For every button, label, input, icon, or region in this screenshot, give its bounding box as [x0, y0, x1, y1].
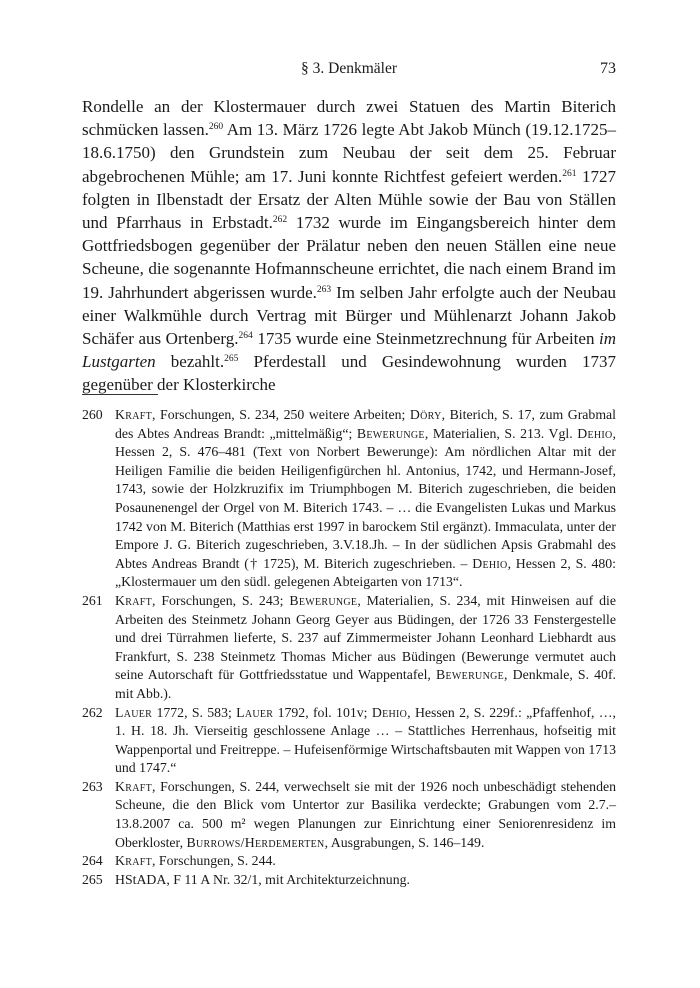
page-header — [82, 60, 616, 84]
footnote-separator — [82, 394, 158, 395]
footnote-text — [115, 592, 616, 704]
footnote-text — [115, 871, 616, 890]
footnote-number: 263 — [82, 778, 103, 794]
text-segment: Im selben Jahr erfolgte auch der Neubau einer Walkmühle durch Vertrag mit Bürger und Mühlenarzt Johann Jakob Schäfer aus Ortenberg. — [82, 282, 616, 349]
author-name: Kraft — [115, 778, 153, 794]
text-segment: bezahlt. — [155, 352, 225, 372]
author-name: Dehio — [577, 425, 613, 441]
text-segment: Rondelle an der Klostermauer durch zwei Statuen des Martin Biterich schmücken lassen. — [82, 97, 616, 140]
text-segment: , Hessen 2, S. 480: „Klostermauer um den südl. gelegenen Abteigarten von 1713“. — [115, 555, 617, 590]
author-name: Dehio — [371, 704, 408, 720]
text-segment: HStADA, F 11 A Nr. 32/1, mit Architekturzeichnung. — [115, 871, 410, 887]
footnote-text — [115, 778, 616, 852]
text-segment: , Hessen 2, S. 476–481 (Text von Norbert Bewerunge): Am nördlichen Altar mit der Heiligen Familie die beiden Heiligenfigürchen hl. Antonius, 1742, und Hermann-Josef, 1743, sowie der Holzkruzifix im Triumphbogen M. Biterich zugeschrieben, die beiden Posaunenengel der Orgel von M. Biterich 1743. – … die Evangelisten Lukas und Markus 1742 von M. Biterich (Matthias erst 1997 in barockem Stil ergänzt). Immaculata, unter der Empore J. G. Biterich zugeschrieben, 3.V.18.Jh. – In der südlichen Apsis Grabmahl des Abtes Andreas Brandt († 1725), M. Biterich zugeschrieben. – — [115, 425, 616, 571]
text-segment: 1727 folgten in Ilbenstadt der Ersatz der Alten Mühle sowie der Bau von Ställen und Pfarrhaus in Erbstadt. — [82, 166, 617, 233]
text-segment: , Biterich, S. 17, zum Grabmal des Abtes Andreas Brandt: „mittelmäßig“; — [115, 407, 617, 441]
author-name: Kraft — [115, 853, 153, 869]
author-name: Bewerunge — [356, 425, 425, 441]
text-segment: , Ausgrabungen, S. 146–149. — [324, 834, 485, 850]
footnote-ref-263[interactable]: 263 — [316, 284, 332, 295]
footnote-260 — [82, 406, 616, 592]
text-segment: 1735 wurde eine Steinmetzrechnung für Arbeiten — [252, 329, 599, 349]
footnote-263 — [82, 778, 616, 852]
text-segment: , Materialien, S. 213. Vgl. — [424, 425, 578, 441]
text-segment: 1792, fol. 101v; — [273, 704, 372, 720]
footnote-number: 261 — [82, 592, 103, 608]
footnote-ref-260[interactable]: 260 — [208, 122, 224, 133]
author-name: Kraft — [115, 592, 153, 608]
text-segment: 1772, S. 583; — [152, 704, 237, 720]
main-text — [82, 95, 616, 397]
page-number: 73 — [600, 60, 616, 77]
text-segment: 1732 wurde im Eingangsbereich hinter dem Gottfriedsbogen gegenüber der Prälatur neben den neuen Ställen eine neue Scheune, die sogenannte Hofmannscheune errichtet, die nach einem Brand im 19. Jahrhundert abgerissen wurde. — [82, 213, 616, 302]
author-name: Kraft — [115, 407, 153, 422]
text-segment: , Forschungen, S. 244, verwechselt sie mit der 1926 noch unbeschädigt stehenden Scheune, die den Blick vom Untertor zur Basilika verdeckte; Grabungen vom 2.7.–13.8.2007 ca. 500 m² wegen Planungen zur Einrichtung einer Seniorenresidenz im Oberkloster, — [115, 778, 616, 850]
footnote-text — [115, 704, 616, 778]
text-segment: Pferdestall und Gesindewohnung wurden 1737 gegenüber der Klosterkirche — [82, 352, 616, 395]
italic-phrase: im Lustgarten — [82, 329, 616, 372]
footnote-ref-264[interactable]: 264 — [238, 331, 253, 342]
body-paragraph — [82, 95, 616, 397]
footnote-number: 260 — [82, 407, 103, 422]
author-name: Lauer — [236, 704, 274, 720]
running-head: § 3. Denkmäler — [301, 60, 397, 77]
footnote-number: 262 — [82, 704, 103, 720]
footnote-ref-261[interactable]: 261 — [562, 168, 577, 179]
text-segment: , Forschungen, S. 234, 250 weitere Arbeiten; — [152, 407, 410, 422]
author-name: Burrows/Herdemerten — [186, 834, 325, 850]
footnote-262 — [82, 704, 616, 778]
footnote-265 — [82, 871, 616, 890]
footnote-261 — [82, 592, 616, 704]
author-name: Dehio — [472, 555, 508, 571]
author-name: Bewerunge — [289, 592, 358, 608]
footnote-number: 265 — [82, 871, 103, 887]
author-name: Lauer — [115, 704, 153, 720]
author-name: Bewerunge — [436, 667, 505, 683]
footnote-text — [115, 406, 616, 592]
footnotes — [82, 406, 616, 889]
text-segment: , Forschungen, S. 243; — [152, 592, 290, 608]
footnote-264 — [82, 852, 616, 871]
footnote-ref-265[interactable]: 265 — [224, 354, 239, 365]
text-segment: , Hessen 2, S. 229f.: „Pfaffenhof, …, 1. H. 18. Jh. Vierseitig geschlossene Anlage … – Stattliches Herrenhaus, hofseitig mit Wappenportal und Freitreppe. – Hufeisenförmige Wirtschaftsbauten mit Wappen von 1713 und 1747.“ — [115, 704, 616, 776]
author-name: Döry — [409, 407, 442, 422]
text-segment: , Forschungen, S. 244. — [152, 853, 276, 869]
footnote-ref-262[interactable]: 262 — [272, 215, 288, 226]
footnote-number: 264 — [82, 853, 103, 869]
text-segment: , Denkmale, S. 40f. mit Abb.). — [115, 667, 616, 701]
text-segment: , Materialien, S. 234, mit Hinweisen auf die Arbeiten des Steinmetz Johann Georg Geyer aus Büdingen, der 1726 33 Fenstergestelle und drei Türrahmen lieferte, S. 237 auf Zimmermeister Johann Leonhard Liebhardt aus Frankfurt, S. 238 Steinmetz Thomas Micher aus Büdingen (Bewerunge vermutet auch seine Autorschaft für Gottfriedsstatue und Wappentafel, — [115, 592, 616, 683]
footnote-text — [115, 852, 616, 871]
text-segment: Am 13. März 1726 legte Abt Jakob Münch (19.12.1725–18.6.1750) den Grundstein zum Neubau der seit dem 25. Februar abgebrochenen Mühle; am 17. Juni konnte Richtfest gefeiert werden. — [82, 120, 616, 186]
